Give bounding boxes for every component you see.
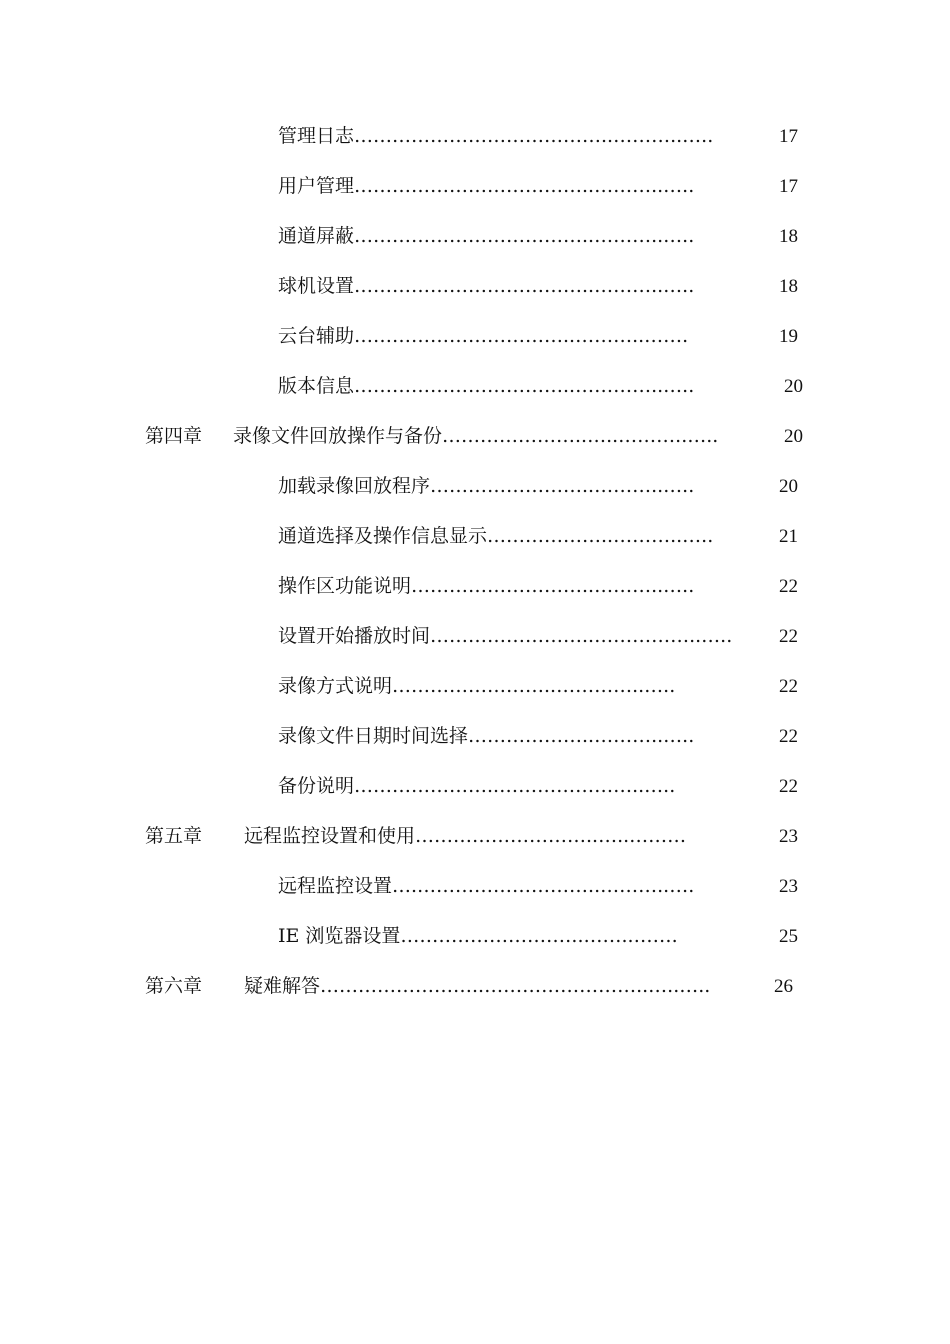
- toc-entry: [278, 174, 798, 198]
- toc-entry-page-number: 19: [779, 326, 798, 347]
- toc-entry-title: 操作区功能说明: [278, 575, 412, 597]
- toc-entry-title: 版本信息: [278, 375, 355, 397]
- toc-entry-page-number: 23: [779, 876, 798, 897]
- toc-entry-page-number: 20: [779, 476, 798, 497]
- toc-entry-page-number: 22: [779, 576, 798, 597]
- toc-entry-page-number: 17: [779, 176, 798, 197]
- toc-entry-title: 管理日志: [278, 125, 355, 147]
- toc-entry-title: IE 浏览器设置: [278, 925, 401, 947]
- toc-entry-title: 设置开始播放时间: [278, 625, 431, 647]
- toc-entry: [278, 124, 798, 148]
- toc-entry: [278, 724, 798, 748]
- toc-entry-title: 远程监控设置: [278, 875, 393, 897]
- toc-entry-title: 疑难解答: [244, 975, 321, 997]
- toc-entry-title: 录像文件日期时间选择: [278, 725, 469, 747]
- toc-entry-leader: ………………..………..…..: [487, 525, 714, 547]
- toc-entry: [278, 674, 798, 698]
- toc-entry-leader: ………………………………..………..…..: [354, 225, 695, 247]
- toc-chapter-number: 第四章: [145, 425, 203, 447]
- toc-entry-page-number: 25: [779, 926, 798, 947]
- toc-chapter-number: 第五章: [145, 825, 203, 847]
- toc-entry-title: 远程监控设置和使用: [244, 825, 416, 847]
- toc-entry: [278, 224, 798, 248]
- toc-entry-leader: ……………………..……………..…..: [430, 625, 733, 647]
- toc-entry: [278, 624, 798, 648]
- toc-entry-leader: ………………………..…..………: [415, 825, 687, 847]
- toc-entry: [278, 774, 798, 798]
- toc-entry-title: 加载录像回放程序: [278, 475, 431, 497]
- toc-entry-leader: ………………………………..………..…..: [354, 275, 695, 297]
- toc-entry-page-number: 22: [779, 626, 798, 647]
- toc-entry-page-number: 21: [779, 526, 798, 547]
- toc-entry-page-number: 23: [779, 826, 798, 847]
- toc-entry-page-number: 18: [779, 276, 798, 297]
- toc-entry-title: 录像方式说明: [278, 675, 393, 697]
- toc-entry: [278, 324, 798, 348]
- toc-entry: [278, 274, 798, 298]
- toc-entry-leader: ……………………………..…………..…..: [354, 375, 695, 397]
- toc-entry-leader: ………………..………..…..: [468, 725, 695, 747]
- toc-entry-leader: ….………………………..………..….: [392, 875, 695, 897]
- toc-chapter-number: 第六章: [145, 975, 203, 997]
- toc-entry: [278, 474, 798, 498]
- toc-entry-leader: ………………………..……..…….: [400, 925, 678, 947]
- toc-entry-leader: …………………..…..………..…..: [442, 425, 719, 447]
- toc-entry-page-number: 18: [779, 226, 798, 247]
- toc-entry-leader: ……………………..…………..…..: [392, 675, 676, 697]
- toc-entry-page-number: 22: [779, 776, 798, 797]
- toc-entry: [278, 924, 798, 948]
- toc-entry-leader: ……………………..………..…..: [430, 475, 695, 497]
- toc-entry: [278, 374, 803, 398]
- toc-entry-leader: ……………………..……………………..…..…..: [320, 975, 711, 997]
- toc-entry-leader: ………………………………..………..…..: [354, 175, 695, 197]
- toc-entry-title: 通道屏蔽: [278, 225, 355, 247]
- toc-entry-title: 用户管理: [278, 175, 355, 197]
- toc-entry-page-number: 20: [784, 376, 803, 397]
- toc-entry-leader: …………………………………..………..…..: [354, 125, 714, 147]
- toc-entry: [278, 574, 798, 598]
- toc-entry: [278, 524, 798, 548]
- toc-entry-title: 录像文件回放操作与备份: [233, 425, 443, 447]
- toc-chapter-entry: [145, 974, 793, 998]
- toc-entry-leader: …………………..…………………..…..: [354, 775, 676, 797]
- toc-entry-page-number: 20: [784, 426, 803, 447]
- toc-chapter-entry: [145, 824, 798, 848]
- toc-entry-leader: ……………………………..………..…….: [354, 325, 689, 347]
- toc-entry-title: 云台辅助: [278, 325, 355, 347]
- toc-entry-title: 通道选择及操作信息显示: [278, 525, 488, 547]
- toc-entry-page-number: 22: [779, 726, 798, 747]
- toc-chapter-entry: [145, 424, 803, 448]
- toc-entry-page-number: 26: [774, 976, 793, 997]
- toc-entry-title: 备份说明: [278, 775, 355, 797]
- toc-entry-page-number: 22: [779, 676, 798, 697]
- toc-entry-leader: ………………………..………..…..: [411, 575, 695, 597]
- toc-entry-page-number: 17: [779, 126, 798, 147]
- toc-entry-title: 球机设置: [278, 275, 355, 297]
- toc-entry: [278, 874, 798, 898]
